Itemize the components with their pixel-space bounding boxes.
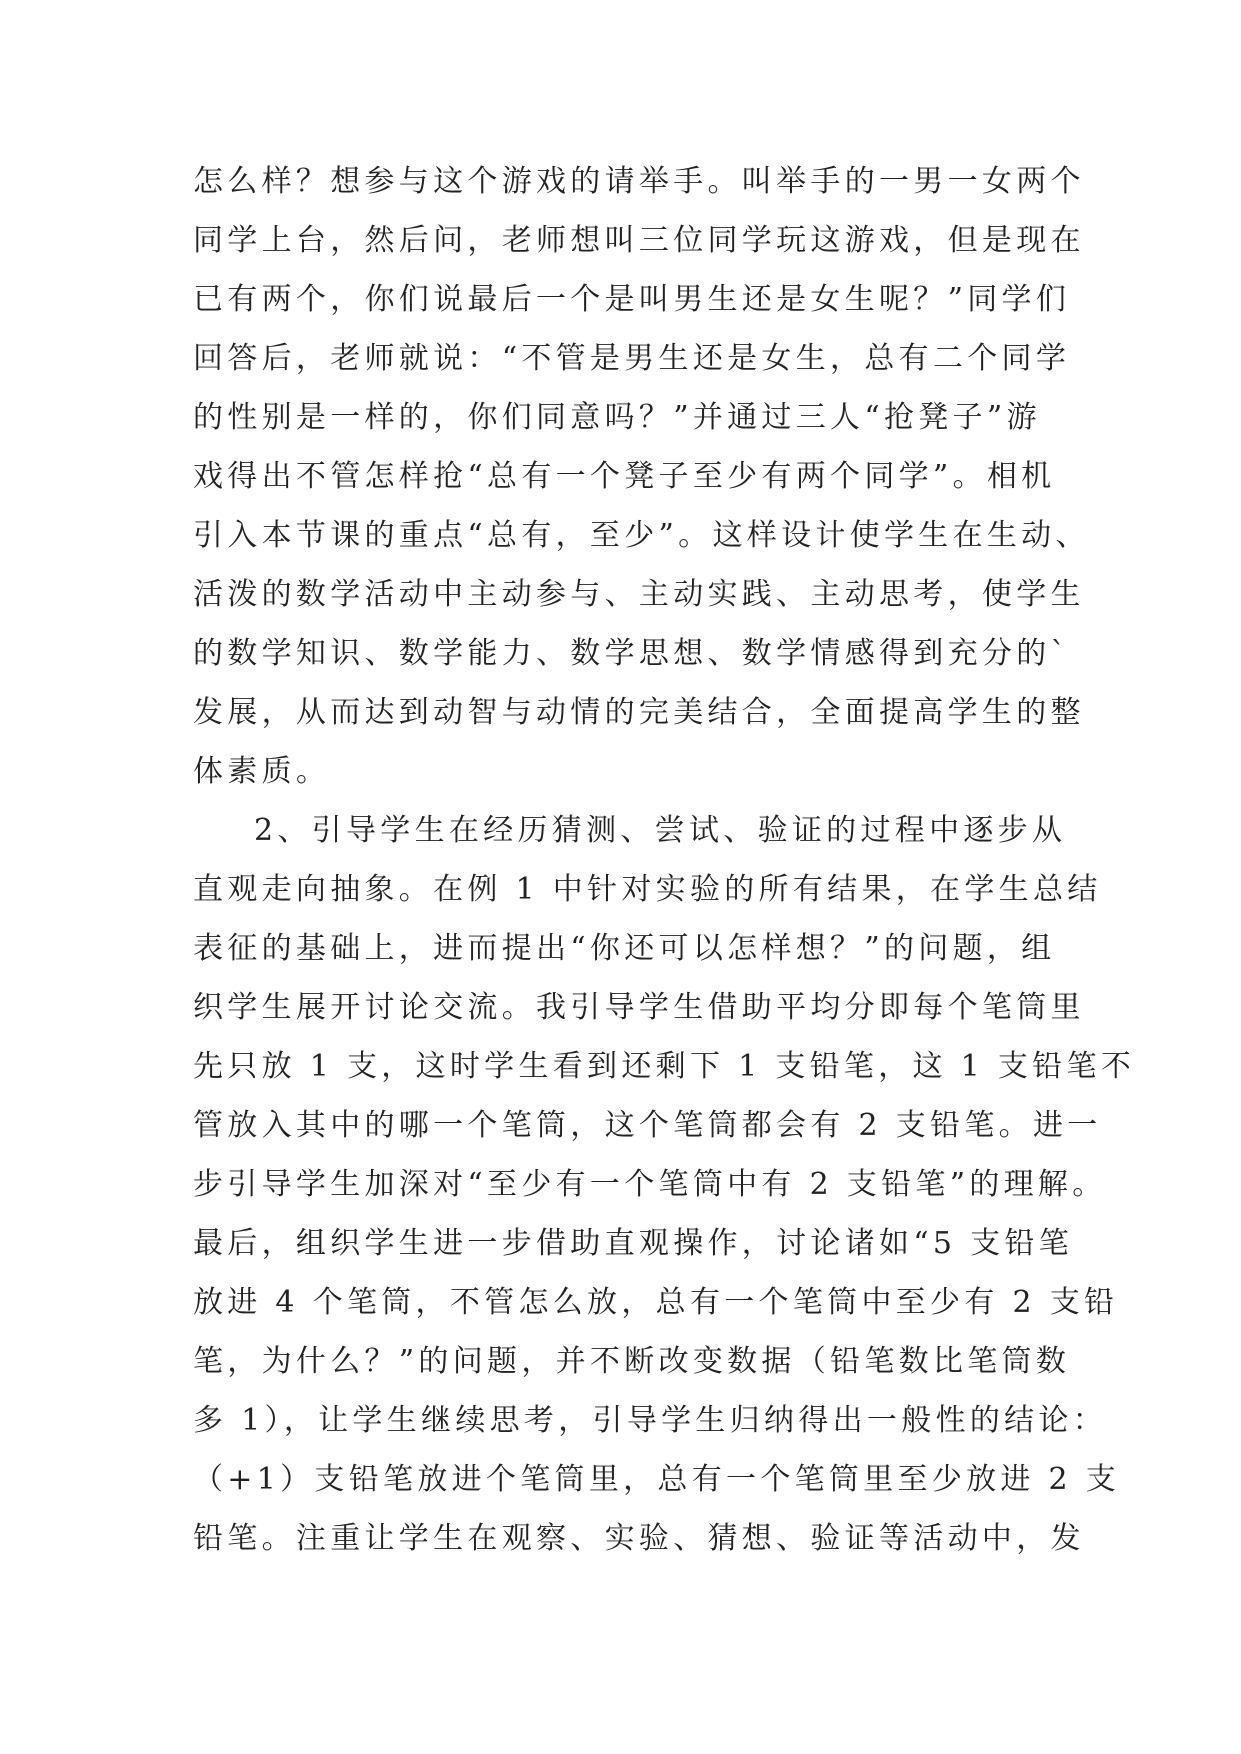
text-line: 多 1），让学生继续思考，引导学生归纳得出一般性的结论：: [193, 1403, 1108, 1438]
text-line: 表征的基础上，进而提出“你还可以怎样想？”的问题，组: [193, 931, 1056, 966]
text-line: 引入本节课的重点“总有，至少”。这样设计使学生在生动、: [193, 518, 1090, 553]
text-line: 发展，从而达到动智与动情的完美结合，全面提高学生的整: [193, 695, 1085, 730]
paragraph-start-line: 2、引导学生在经历猜测、尝试、验证的过程中逐步从: [254, 813, 1067, 848]
text-line: 已有两个，你们说最后一个是叫男生还是女生呢？”同学们: [193, 282, 1071, 317]
text-line: 直观走向抽象。在例 1 中针对实验的所有结果，在学生总结: [193, 872, 1102, 907]
text-line: 同学上台，然后问，老师想叫三位同学玩这游戏，但是现在: [193, 223, 1085, 258]
text-line: 戏得出不管怎样抢“总有一个凳子至少有两个同学”。相机: [193, 459, 1056, 494]
text-line: 活泼的数学活动中主动参与、主动实践、主动思考，使学生: [193, 577, 1085, 612]
text-line: 最后，组织学生进一步借助直观操作，讨论诸如“5 支铅笔: [193, 1226, 1074, 1261]
text-line: 织学生展开讨论交流。我引导学生借助平均分即每个笔筒里: [193, 990, 1085, 1025]
text-line: 放进 4 个笔筒，不管怎么放，总有一个笔筒中至少有 2 支铅: [193, 1285, 1119, 1320]
text-line: 的数学知识、数学能力、数学思想、数学情感得到充分的`: [193, 636, 1070, 671]
text-line: 的性别是一样的，你们同意吗？”并通过三人“抢凳子”游: [193, 400, 1041, 435]
text-line: （+1）支铅笔放进个笔筒里，总有一个笔筒里至少放进 2 支: [193, 1462, 1121, 1497]
text-line: 笔，为什么？”的问题，并不断改变数据（铅笔数比笔筒数: [193, 1344, 1071, 1379]
text-line: 怎么样？想参与这个游戏的请举手。叫举手的一男一女两个: [193, 164, 1085, 199]
text-line: 铅笔。注重让学生在观察、实验、猜想、验证等活动中，发: [193, 1521, 1085, 1556]
text-line: 体素质。: [193, 754, 331, 789]
text-line: 管放入其中的哪一个笔筒，这个笔筒都会有 2 支铅笔。进一: [193, 1108, 1102, 1143]
text-line: 先只放 1 支，这时学生看到还剩下 1 支铅笔，这 1 支铅笔不: [193, 1049, 1136, 1084]
text-line: 步引导学生加深对“至少有一个笔筒中有 2 支铅笔”的理解。: [193, 1167, 1107, 1202]
text-line: 回答后，老师就说：“不管是男生还是女生，总有二个同学: [193, 341, 1071, 376]
